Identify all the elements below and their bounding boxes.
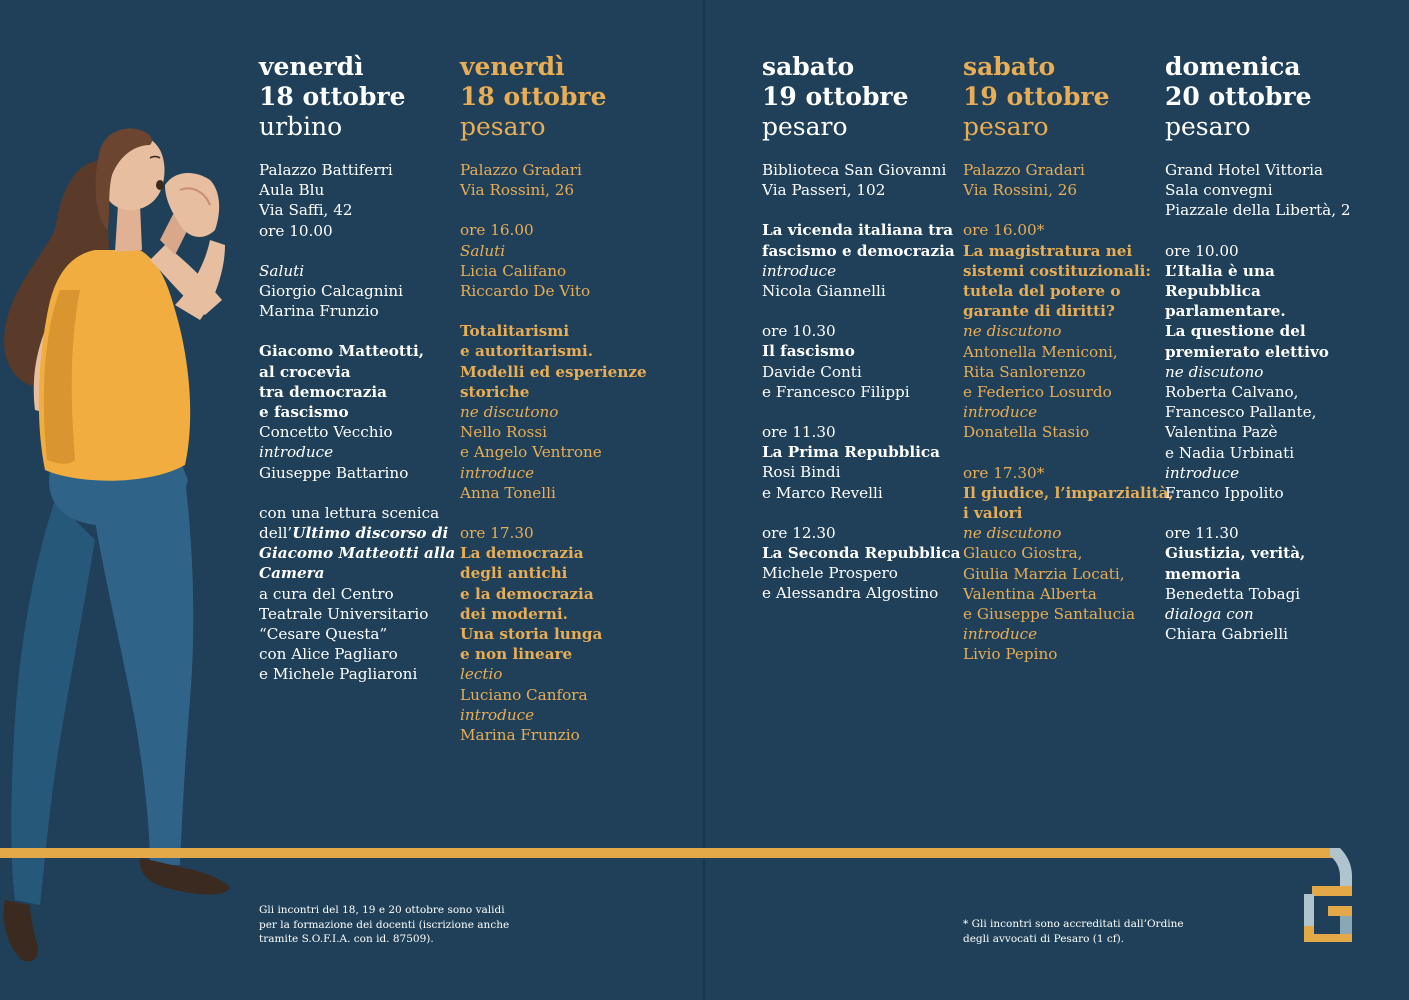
greeting-name: Licia Califano: [460, 261, 567, 280]
speaker-name: Francesco Pallante,: [1165, 403, 1317, 422]
talk-title: e autoritarismi.: [460, 342, 594, 361]
introducer-name: Anna Tonelli: [460, 483, 556, 502]
speaker-name: Concetto Vecchio: [259, 423, 393, 442]
day-heading: sabato: [762, 52, 855, 81]
schedule-column-saturday-biblioteca: [762, 52, 962, 624]
venue-block: [762, 160, 962, 200]
reading-prefix: e: [259, 665, 273, 684]
talk-title: dei moderni.: [460, 604, 568, 623]
talk-title: parlamentare.: [1165, 302, 1286, 321]
time-line: ore 16.00*: [963, 221, 1045, 240]
talk-block: [259, 341, 459, 482]
talk-title: Modelli ed esperienze: [460, 362, 647, 381]
reading-line: con una lettura scenica: [259, 503, 440, 522]
city-heading: pesaro: [963, 112, 1049, 141]
introduce-label: introduce: [460, 463, 535, 482]
talk-title: tutela del potere o: [963, 282, 1121, 301]
partner-name: Chiara Gabrielli: [1165, 625, 1289, 644]
speaker-prefix: e: [1165, 443, 1179, 462]
introduce-label: introduce: [460, 705, 535, 724]
talk-title: La questione del: [1165, 322, 1306, 341]
lectio-label: lectio: [460, 665, 503, 684]
talk-title: La vicenda italiana tra: [762, 221, 954, 240]
venue-line: Via Saffi, 42: [259, 201, 353, 220]
introducer-name: Franco Ippolito: [1165, 484, 1284, 503]
talk-block: [963, 220, 1163, 442]
venue-line: Aula Blu: [259, 181, 325, 200]
day-heading: domenica: [1165, 52, 1301, 81]
day-heading: venerdì: [460, 52, 565, 81]
speaker-name: Rita Sanlorenzo: [963, 362, 1086, 381]
greeting-name: Giorgio Calcagnini: [259, 282, 404, 301]
city-heading: urbino: [259, 112, 343, 141]
time-line: ore 10.30: [762, 322, 836, 341]
discuss-label: ne discutono: [460, 403, 559, 422]
speaker-name: Glauco Giostra,: [963, 544, 1083, 563]
reading-line: Teatrale Universitario: [259, 604, 429, 623]
schedule-column-sunday: [1165, 52, 1365, 664]
footnote-teachers: [259, 903, 509, 947]
time-line: ore 16.00: [460, 221, 534, 240]
talk-title: premierato elettivo: [1165, 342, 1329, 361]
g-logo-icon: [1300, 848, 1355, 946]
talk-title: Giacomo Matteotti,: [259, 342, 425, 361]
greetings-block: [259, 261, 459, 322]
talk-block: [1165, 523, 1365, 644]
venue-line: Biblioteca San Giovanni: [762, 161, 947, 179]
speaker-name: Giulia Marzia Locati,: [963, 564, 1125, 583]
date-heading: 19 ottobre: [963, 82, 1110, 111]
time-line: ore 11.30: [1165, 524, 1239, 543]
talk-block: [762, 220, 962, 301]
venue-line: Via Rossini, 26: [963, 181, 1078, 200]
reading-line: [259, 523, 459, 543]
talk-title: tra democrazia: [259, 382, 387, 401]
speaker-name: Antonella Meniconi,: [963, 342, 1118, 361]
introduce-label: introduce: [259, 443, 334, 462]
schedule-column-friday-urbino: [259, 52, 459, 705]
reading-line: [259, 664, 459, 684]
time-line: ore 11.30: [762, 423, 836, 442]
talk-title: e non lineare: [460, 645, 573, 664]
venue-line: Palazzo Gradari: [963, 161, 1085, 179]
time-line: ore 17.30: [460, 524, 534, 543]
date-heading: 18 ottobre: [259, 82, 406, 111]
venue-block: [1165, 160, 1365, 221]
footnote-line: per la formazione dei docenti (iscrizione anche: [259, 918, 510, 931]
venue-line: Via Rossini, 26: [460, 181, 575, 200]
venue-line: Grand Hotel Vittoria: [1165, 161, 1324, 179]
time-line: ore 10.00: [259, 221, 333, 240]
introducer-name: Livio Pepino: [963, 645, 1058, 664]
discuss-label: ne discutono: [963, 524, 1062, 543]
speaker-name: Angelo Ventrone: [473, 443, 602, 462]
speaker-name: e Giuseppe Santalucia: [963, 605, 1136, 624]
greeting-name: Marina Frunzio: [259, 302, 379, 321]
talk-title: Il fascismo: [762, 342, 855, 361]
introducer-name: Marina Frunzio: [460, 726, 580, 745]
reading-prefix: con: [259, 645, 292, 664]
talk-title: i valori: [963, 504, 1023, 523]
talk-title: sistemi costituzionali:: [963, 261, 1151, 280]
speaker-name: e Alessandra Algostino: [762, 584, 939, 603]
reading-line: “Cesare Questa”: [259, 625, 388, 644]
talk-title: al crocevia: [259, 362, 351, 381]
introduce-label: introduce: [1165, 463, 1240, 482]
venue-line: Via Passeri, 102: [762, 181, 886, 200]
date-heading: 18 ottobre: [460, 82, 607, 111]
venue-line: Sala convegni: [1165, 181, 1273, 200]
reading-work-title: Giacomo Matteotti alla: [259, 544, 456, 563]
date-heading: 19 ottobre: [762, 82, 909, 111]
saluti-label: Saluti: [259, 261, 305, 280]
talk-title: La Seconda Repubblica: [762, 544, 961, 563]
speaker-name: Benedetta Tobagi: [1165, 584, 1301, 603]
speaker-name: e Marco Revelli: [762, 483, 883, 502]
schedule-column-saturday-gradari: [963, 52, 1174, 685]
discuss-label: ne discutono: [1165, 362, 1264, 381]
speaker-name: Roberta Calvano,: [1165, 383, 1299, 402]
talk-title: e fascismo: [259, 403, 349, 422]
footnote-line: degli avvocati di Pesaro (1 cf).: [963, 932, 1125, 945]
introduce-label: introduce: [963, 625, 1038, 644]
city-heading: pesaro: [1165, 112, 1251, 141]
talk-block: [460, 321, 660, 503]
speaker-prefix: e: [460, 443, 474, 462]
introduce-label: introduce: [963, 403, 1038, 422]
greeting-name: Riccardo De Vito: [460, 282, 591, 301]
schedule-column-friday-pesaro: [460, 52, 660, 765]
talk-block: [460, 523, 660, 745]
time-line: ore 10.00: [1165, 241, 1239, 260]
footnote-line: Gli incontri del 18, 19 e 20 ottobre sono validi: [259, 904, 505, 916]
talk-title: Giustizia, verità,: [1165, 544, 1306, 563]
footnote-lawyers: [963, 917, 1184, 946]
talk-block: [762, 422, 962, 503]
talk-title: e la democrazia: [460, 584, 594, 603]
performer-name: Michele Pagliaroni: [272, 665, 418, 684]
talk-block: [1165, 241, 1365, 504]
date-heading: 20 ottobre: [1165, 82, 1312, 111]
city-heading: pesaro: [460, 112, 546, 141]
reading-block: [259, 503, 459, 685]
day-heading: venerdì: [259, 52, 364, 81]
dialoga-label: dialoga con: [1165, 605, 1254, 624]
time-line: ore 12.30: [762, 523, 836, 542]
reading-line: a cura del Centro: [259, 584, 394, 603]
day-heading: sabato: [963, 52, 1056, 81]
saluti-label: Saluti: [460, 241, 506, 260]
introducer-name: Nicola Giannelli: [762, 282, 886, 301]
speaker-name: Valentina Alberta: [963, 584, 1097, 603]
venue-line: Palazzo Gradari: [460, 161, 582, 179]
reading-work-title: Ultimo discorso di: [292, 524, 449, 543]
talk-title: La democrazia: [460, 544, 584, 563]
speaker-name: Rosi Bindi: [762, 463, 841, 482]
footnote-line: tramite S.O.F.I.A. con id. 87509).: [259, 933, 434, 945]
talk-block: [963, 463, 1174, 665]
talk-title: degli antichi: [460, 564, 568, 583]
speaker-name: Valentina Pazè: [1165, 423, 1278, 442]
venue-line: Piazzale della Libertà, 2: [1165, 201, 1351, 220]
talk-title: La magistratura nei: [963, 241, 1133, 260]
talk-title: La Prima Repubblica: [762, 443, 941, 462]
speaker-name: Michele Prospero: [762, 564, 898, 583]
venue-block: [460, 160, 660, 200]
introduce-label: introduce: [762, 261, 837, 280]
introducer-name: Donatella Stasio: [963, 423, 1090, 442]
venue-block: [259, 160, 459, 241]
talk-title: storiche: [460, 382, 530, 401]
talk-title: Repubblica: [1165, 282, 1261, 301]
talk-title: garante di diritti?: [963, 302, 1115, 321]
introducer-name: Giuseppe Battarino: [259, 463, 409, 482]
footnote-line: * Gli incontri sono accreditati dall’Ordine: [963, 918, 1184, 930]
woman-illustration: [0, 120, 260, 970]
performer-name: Alice Pagliaro: [291, 645, 398, 664]
talk-block: [762, 523, 962, 604]
venue-line: Palazzo Battiferri: [259, 161, 393, 179]
talk-title: Totalitarismi: [460, 322, 570, 341]
time-line: ore 17.30*: [963, 463, 1045, 482]
speaker-name: e Francesco Filippi: [762, 382, 910, 401]
talk-title: fascismo e democrazia: [762, 241, 955, 260]
reading-work-title: Camera: [259, 564, 325, 583]
speaker-name: e Federico Losurdo: [963, 383, 1112, 402]
speaker-name: Nello Rossi: [460, 423, 547, 442]
greetings-block: [460, 220, 660, 301]
speaker-name: Davide Conti: [762, 362, 862, 381]
speaker-name: Nadia Urbinati: [1178, 443, 1295, 462]
talk-title: memoria: [1165, 564, 1241, 583]
speaker-name: Luciano Canfora: [460, 685, 588, 704]
reading-line: [259, 644, 459, 664]
city-heading: pesaro: [762, 112, 848, 141]
discuss-label: ne discutono: [963, 322, 1062, 341]
talk-title: L’Italia è una: [1165, 261, 1275, 280]
talk-title: Il giudice, l’imparzialità,: [963, 483, 1174, 502]
venue-block: [963, 160, 1163, 200]
speaker-line: [1165, 443, 1365, 463]
reading-prefix: dell’: [259, 524, 293, 543]
talk-block: [762, 321, 962, 402]
speaker-line: [460, 442, 660, 462]
decorative-stripe: [0, 848, 1340, 858]
talk-title: Una storia lunga: [460, 625, 603, 644]
